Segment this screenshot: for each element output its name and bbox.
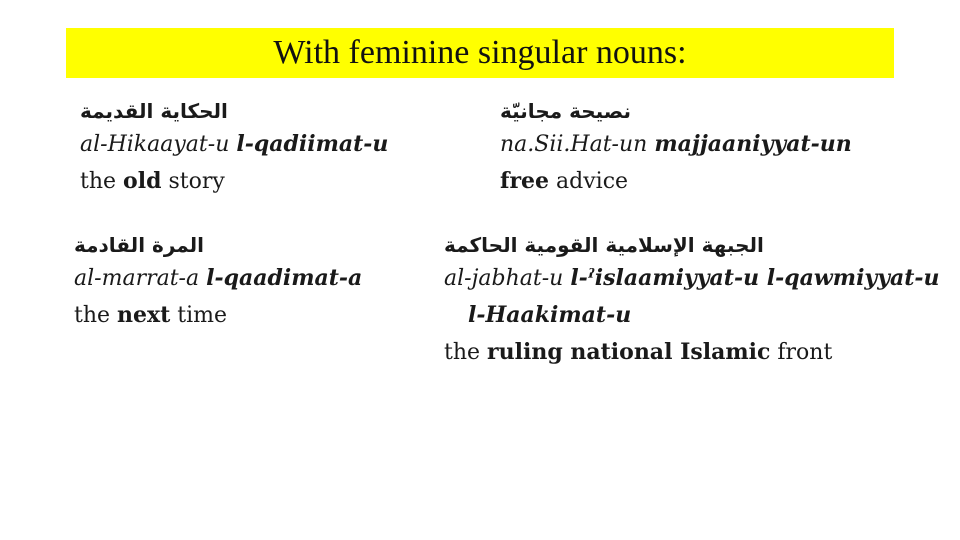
slide-title-banner <box>66 28 894 78</box>
translit-noun: al-jabhat-u <box>444 266 571 291</box>
english-gloss <box>500 163 852 200</box>
gloss-text: the <box>444 340 488 365</box>
arabic-noun: نصيحة <box>562 99 631 123</box>
transliteration-continued <box>444 297 940 334</box>
example-next-time <box>74 230 362 334</box>
translit-noun: al-Hikaayat-u <box>80 132 237 157</box>
gloss-adjective: next <box>117 302 171 328</box>
english-gloss <box>444 334 940 371</box>
english-gloss <box>74 297 362 334</box>
gloss-text: the <box>80 169 124 194</box>
translit-adjective: l-Haakimat-u <box>468 302 632 328</box>
slide-title: With feminine singular nouns: <box>273 34 687 71</box>
translit-noun: na.Sii.Hat-un <box>500 132 655 157</box>
arabic-adjective: القادمة <box>74 233 146 257</box>
arabic-noun: المرة <box>145 233 205 257</box>
arabic-adjectives: الإسلامية القومية الحاكمة <box>444 233 695 257</box>
gloss-adjectives: ruling national Islamic <box>487 339 771 365</box>
gloss-text: front <box>770 340 833 365</box>
example-islamic-front <box>444 230 940 371</box>
arabic-phrase <box>444 230 940 260</box>
example-free-advice <box>500 96 852 200</box>
arabic-phrase <box>500 96 852 126</box>
translit-adjectives: l-ˀislaamiyyat-u l-qawmiyyat-u <box>570 265 940 291</box>
english-gloss <box>80 163 388 200</box>
example-old-story <box>80 96 388 200</box>
gloss-text: advice <box>549 169 629 194</box>
translit-adjective: majjaaniyyat-un <box>654 131 852 157</box>
gloss-adjective: free <box>500 168 550 194</box>
translit-noun: al-marrat-a <box>74 266 207 291</box>
gloss-text: the <box>74 303 118 328</box>
transliteration <box>500 126 852 163</box>
transliteration <box>80 126 388 163</box>
gloss-text: story <box>161 169 225 194</box>
arabic-noun: الحكاية <box>153 99 228 123</box>
arabic-phrase <box>80 96 388 126</box>
arabic-adjective: مجانيّة <box>500 99 563 123</box>
gloss-adjective: old <box>123 168 162 194</box>
transliteration <box>74 260 362 297</box>
translit-adjective: l-qadiimat-u <box>236 131 389 157</box>
arabic-adjective: القديمة <box>80 99 154 123</box>
arabic-phrase <box>74 230 362 260</box>
translit-adjective: l-qaadimat-a <box>206 265 363 291</box>
transliteration <box>444 260 940 297</box>
gloss-text: time <box>170 303 228 328</box>
arabic-noun: الجبهة <box>694 233 764 257</box>
